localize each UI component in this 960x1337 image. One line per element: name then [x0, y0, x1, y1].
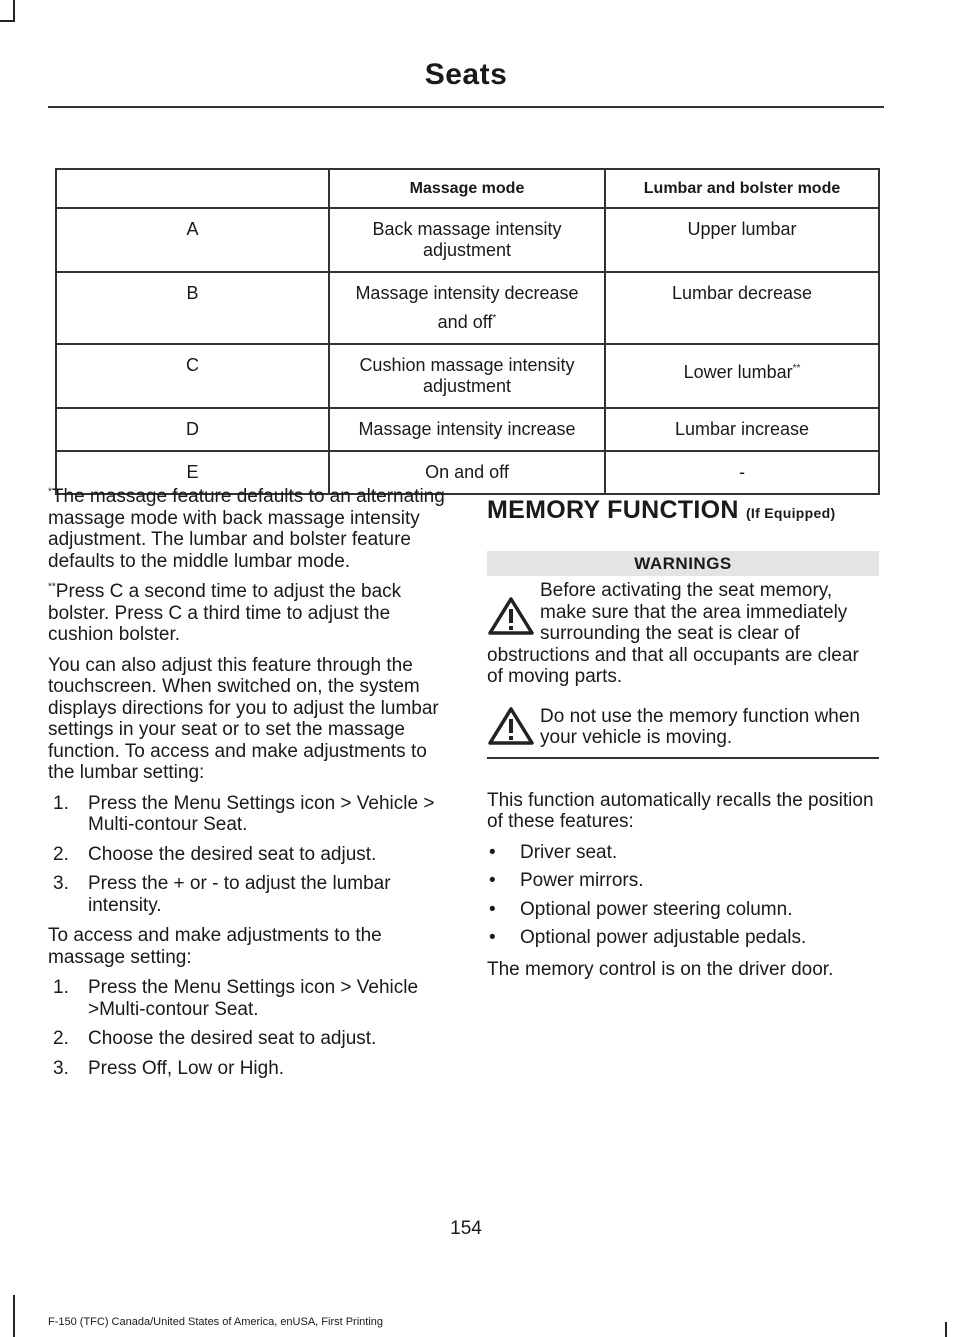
table-cell-key: A: [56, 208, 329, 272]
memory-intro: This function automatically recalls the position of these features:: [487, 789, 874, 832]
footnote-2: [48, 581, 448, 646]
table-cell-massage: Massage intensity increase: [329, 408, 605, 451]
warning-text: [487, 706, 879, 749]
footnote-1: [48, 486, 448, 572]
table-row: [56, 408, 879, 451]
warnings-header: WARNINGS: [487, 551, 879, 577]
footnote-mark: **: [792, 363, 801, 374]
list-item: [487, 899, 879, 921]
crop-mark: [13, 1295, 15, 1337]
section-title-suffix: (If Equipped): [745, 505, 836, 521]
crop-mark: [945, 1322, 947, 1337]
bullet: •: [489, 841, 496, 863]
step-number: 2.: [53, 843, 69, 865]
warning-triangle-icon: [487, 596, 535, 636]
header-rule: [48, 106, 884, 108]
list-item: [48, 1028, 448, 1050]
step-number: 1.: [53, 977, 69, 998]
feature-text: Power mirrors.: [520, 870, 644, 891]
step-number: 1.: [53, 792, 69, 814]
feature-text: Optional power adjustable pedals.: [520, 927, 807, 948]
table-header-cell: Lumbar and bolster mode: [605, 169, 879, 208]
section-title: [487, 496, 879, 525]
table-cell-key: D: [56, 408, 329, 451]
list-item: [487, 842, 879, 864]
touchscreen-paragraph: You can also adjust this feature through the touchscreen. When switched on, the system displays directions for you to adjust the lumbar settings in your seat or to set the massage function. To access and make adjustments to the lumbar setting:: [48, 654, 439, 783]
warning-2: [487, 706, 879, 749]
table-cell-lumbar: Upper lumbar: [605, 208, 879, 272]
list-item: [48, 977, 448, 1020]
footnote-mark: *: [48, 486, 52, 498]
page-title: Seats: [424, 58, 508, 91]
feature-text: Driver seat.: [520, 841, 618, 863]
section-title-text: MEMORY FUNCTION: [487, 496, 739, 524]
cell-text: Massage intensity decrease: [355, 283, 579, 303]
bullet: •: [489, 870, 496, 891]
cell-text-line2: [336, 312, 598, 333]
warning-text-part: Do not use the memory function when your vehicle is moving.: [540, 705, 861, 748]
lumbar-steps: [48, 793, 448, 917]
step-text: Press the Menu Settings icon > Vehicle > Multi-contour Seat.: [88, 792, 435, 835]
step-text: Choose the desired seat to adjust.: [88, 1028, 377, 1049]
table-cell-massage: [329, 272, 605, 344]
list-item: [48, 1058, 448, 1080]
left-column: [48, 486, 448, 1088]
feature-text: Optional power steering column.: [520, 898, 793, 920]
right-column: [487, 496, 879, 989]
cell-text: Lower lumbar: [683, 362, 793, 382]
step-number: 2.: [53, 1028, 69, 1049]
step-text: Press the + or - to adjust the lumbar intensity.: [88, 873, 391, 916]
crop-mark: [13, 0, 15, 22]
list-item: [48, 873, 448, 916]
table-cell-massage: On and off: [329, 451, 605, 494]
warning-text-part: obstructions and that all occupants are clear of moving parts.: [487, 644, 859, 687]
bullet: •: [489, 898, 496, 920]
memory-features-list: [487, 842, 879, 949]
memory-closing: The memory control is on the driver door.: [487, 958, 834, 980]
step-text: Press the Menu Settings icon > Vehicle >Multi-contour Seat.: [88, 977, 419, 1020]
footnote-text: The massage feature defaults to an alternating massage mode with back massage intensity adjustment. The lumbar and bolster feature defaults to the middle lumbar mode.: [48, 486, 445, 572]
table-cell-lumbar: Lumbar increase: [605, 408, 879, 451]
step-text: Choose the desired seat to adjust.: [88, 843, 377, 865]
table-header-row: [56, 169, 879, 208]
massage-steps: [48, 977, 448, 1079]
table-cell-lumbar: -: [605, 451, 879, 494]
warning-text-part: Before activating the seat memory, make sure that the area immediately surrounding the seat is clear of: [540, 580, 848, 644]
warning-1: [487, 580, 879, 688]
footnote-text: Press C a second time to adjust the back bolster. Press C a third time to adjust the cushion bolster.: [48, 581, 402, 645]
warning-triangle-icon: [487, 706, 535, 746]
table-row: [56, 272, 879, 344]
table-header-cell: Massage mode: [329, 169, 605, 208]
table-row: [56, 208, 879, 272]
cell-text: Back massage intensity adjustment: [372, 219, 562, 260]
table-cell-key: E: [56, 451, 329, 494]
table-cell-key: C: [56, 344, 329, 408]
massage-lumbar-table: [55, 168, 880, 495]
list-item: [48, 793, 448, 836]
table-cell-lumbar: Lumbar decrease: [605, 272, 879, 344]
table-cell-massage: [329, 208, 605, 272]
page-number: 154: [450, 1218, 482, 1239]
footnote-mark: **: [48, 581, 56, 593]
crop-mark: [0, 20, 15, 22]
table-row: [56, 344, 879, 408]
table-cell-key: B: [56, 272, 329, 344]
table-cell-massage: [329, 344, 605, 408]
massage-paragraph: To access and make adjustments to the massage setting:: [48, 925, 382, 968]
bullet: •: [489, 927, 496, 948]
list-item: [48, 844, 448, 866]
step-number: 3.: [53, 873, 69, 894]
table-cell-lumbar: [605, 344, 879, 408]
list-item: [487, 927, 879, 949]
footer-text: F-150 (TFC) Canada/United States of America, enUSA, First Printing: [48, 1316, 384, 1328]
footnote-mark: *: [492, 313, 497, 324]
cell-text: and off: [437, 312, 493, 332]
warnings-end-rule: [487, 757, 879, 759]
list-item: [487, 870, 879, 892]
step-number: 3.: [53, 1057, 69, 1079]
cell-text: Cushion massage intensity adjustment: [359, 355, 575, 396]
warning-text: [487, 580, 879, 688]
step-text: Press Off, Low or High.: [88, 1057, 285, 1079]
table-header-cell: [56, 169, 329, 208]
